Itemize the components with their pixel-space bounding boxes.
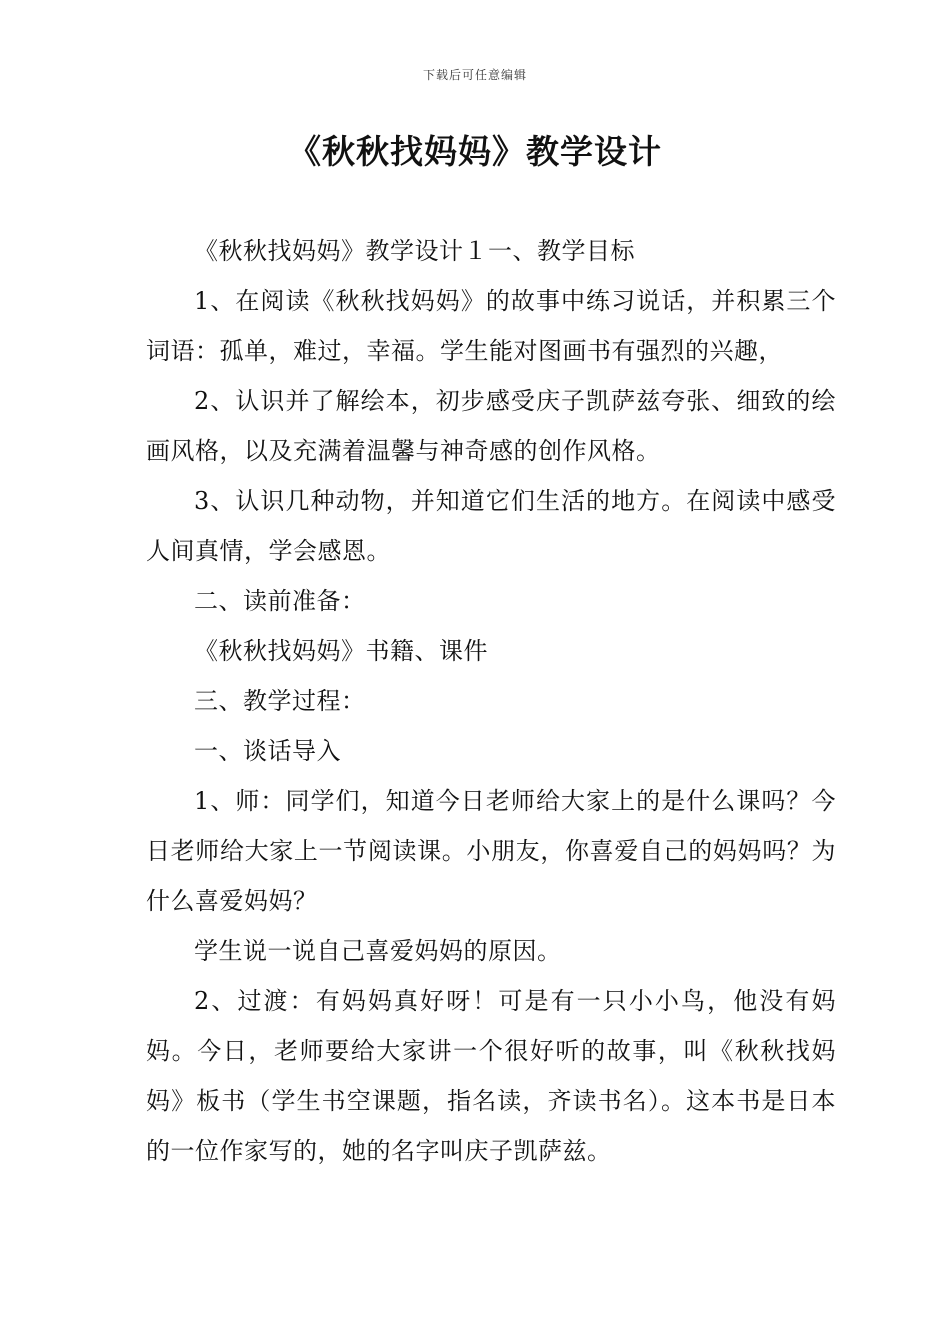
paragraph-process-heading: 三、教学过程： xyxy=(194,687,366,715)
document-body xyxy=(146,226,836,1176)
header-note: 下载后可任意编辑 xyxy=(422,68,527,82)
paragraph-objective-3: 3、认识几种动物，并知道它们生活的地方。在阅读中感受人间真情，学会感恩。 xyxy=(146,487,836,565)
paragraph-objective-2: 2、认识并了解绘本，初步感受庆子凯萨兹夸张、细致的绘画风格，以及充满着温馨与神奇感的创作风格。 xyxy=(146,387,836,465)
paragraph-preparation-heading: 二、读前准备： xyxy=(194,587,366,615)
document-title: 《秋秋找妈妈》教学设计 xyxy=(288,132,662,171)
paragraph-step-1: 1、师：同学们，知道今日老师给大家上的是什么课吗？今日老师给大家上一节阅读课。小朋友，你喜爱自己的妈妈吗？为什么喜爱妈妈？ xyxy=(146,787,836,915)
paragraph-student-response: 学生说一说自己喜爱妈妈的原因。 xyxy=(194,937,562,965)
paragraph-preparation-materials: 《秋秋找妈妈》书籍、课件 xyxy=(194,637,488,665)
paragraph-intro-objectives: 《秋秋找妈妈》教学设计１一、教学目标 xyxy=(194,237,635,265)
paragraph-intro-talk-heading: 一、谈话导入 xyxy=(194,737,341,765)
paragraph-objective-1: 1、在阅读《秋秋找妈妈》的故事中练习说话，并积累三个词语：孤单，难过，幸福。学生能对图画书有强烈的兴趣， xyxy=(146,287,836,365)
paragraph-step-2: 2、过渡：有妈妈真好呀！可是有一只小小鸟，他没有妈妈。今日，老师要给大家讲一个很好听的故事，叫《秋秋找妈妈》板书（学生书空课题，指名读，齐读书名）。这本书是日本的一位作家写的，她的名字叫庆子凯萨兹。 xyxy=(146,987,836,1165)
